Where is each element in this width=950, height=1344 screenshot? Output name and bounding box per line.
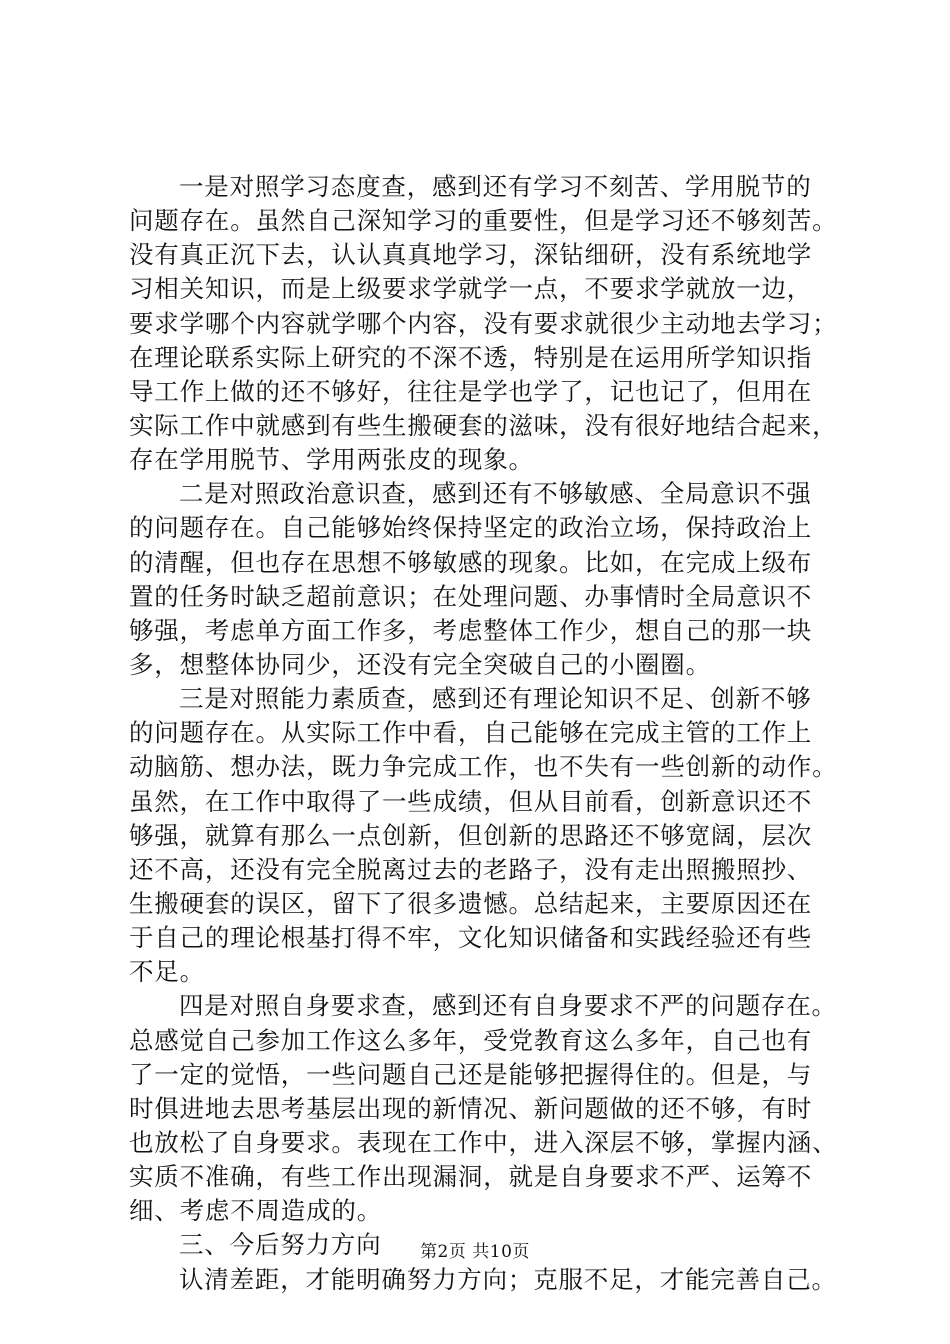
paragraph-line: 实际工作中就感到有些生搬硬套的滋味，没有很好地结合起来， — [129, 410, 838, 440]
paragraph-line: 时俱进地去思考基层出现的新情况、新问题做的还不够，有时 — [129, 1093, 813, 1123]
paragraph-line: 问题存在。虽然自己深知学习的重要性，但是学习还不够刻苦。 — [129, 206, 838, 236]
section-heading: 三、今后努力方向 — [179, 1230, 382, 1260]
paragraph-line: 三是对照能力素质查，感到还有理论知识不足、创新不够 — [179, 684, 812, 714]
paragraph-line: 了一定的觉悟，一些问题自己还是能够把握得住的。但是，与 — [129, 1059, 813, 1089]
paragraph-line: 的清醒，但也存在思想不够敏感的现象。比如，在完成上级布 — [129, 547, 813, 577]
paragraph-line: 四是对照自身要求查，感到还有自身要求不严的问题存在。 — [179, 991, 837, 1021]
paragraph-line: 生搬硬套的误区，留下了很多遗憾。总结起来，主要原因还在 — [129, 888, 813, 918]
paragraph-line: 不足。 — [129, 957, 205, 987]
paragraph-line: 够强，考虑单方面工作多，考虑整体工作少，想自己的那一块 — [129, 615, 813, 645]
paragraph-line: 二是对照政治意识查，感到还有不够敏感、全局意识不强 — [179, 479, 812, 509]
paragraph-line: 置的任务时缺乏超前意识；在处理问题、办事情时全局意识不 — [129, 581, 813, 611]
paragraph-line: 于自己的理论根基打得不牢，文化知识储备和实践经验还有些 — [129, 923, 813, 953]
paragraph-line: 也放松了自身要求。表现在工作中，进入深层不够，掌握内涵、 — [129, 1127, 838, 1157]
paragraph-line: 在理论联系实际上研究的不深不透，特别是在运用所学知识指 — [129, 342, 813, 372]
paragraph-line: 导工作上做的还不够好，往往是学也学了，记也记了，但用在 — [129, 376, 813, 406]
body-text — [129, 170, 849, 1297]
paragraph-line: 习相关知识，而是上级要求学就学一点，不要求学就放一边， — [129, 274, 813, 304]
paragraph-line: 的问题存在。自己能够始终保持坚定的政治立场，保持政治上 — [129, 513, 813, 543]
paragraph-line: 认清差距，才能明确努力方向；克服不足，才能完善自己。 — [179, 1264, 837, 1294]
paragraph-line: 的问题存在。从实际工作中看，自己能够在完成主管的工作上 — [129, 718, 813, 748]
paragraph-line: 要求学哪个内容就学哪个内容，没有要求就很少主动地去学习； — [129, 308, 838, 338]
page-footer: 第2页 共10页 — [420, 1242, 530, 1262]
paragraph-line: 实质不准确，有些工作出现漏洞，就是自身要求不严、运筹不 — [129, 1162, 813, 1192]
paragraph-line: 动脑筋、想办法，既力争完成工作，也不失有一些创新的动作。 — [129, 752, 838, 782]
paragraph-line: 一是对照学习态度查，感到还有学习不刻苦、学用脱节的 — [179, 172, 812, 201]
paragraph-line: 还不高，还没有完全脱离过去的老路子，没有走出照搬照抄、 — [129, 854, 813, 884]
paragraph-line: 存在学用脱节、学用两张皮的现象。 — [129, 445, 534, 475]
paragraph-line: 总感觉自己参加工作这么多年，受党教育这么多年，自己也有 — [129, 1025, 813, 1055]
paragraph-line: 够强，就算有那么一点创新，但创新的思路还不够宽阔，层次 — [129, 820, 813, 850]
paragraph-line: 细、考虑不周造成的。 — [129, 1196, 382, 1226]
paragraph-line: 没有真正沉下去，认认真真地学习，深钻细研，没有系统地学 — [129, 240, 813, 270]
paragraph-line: 虽然，在工作中取得了一些成绩，但从目前看，创新意识还不 — [129, 786, 813, 816]
paragraph-line: 多，想整体协同少，还没有完全突破自己的小圈圈。 — [129, 649, 711, 679]
